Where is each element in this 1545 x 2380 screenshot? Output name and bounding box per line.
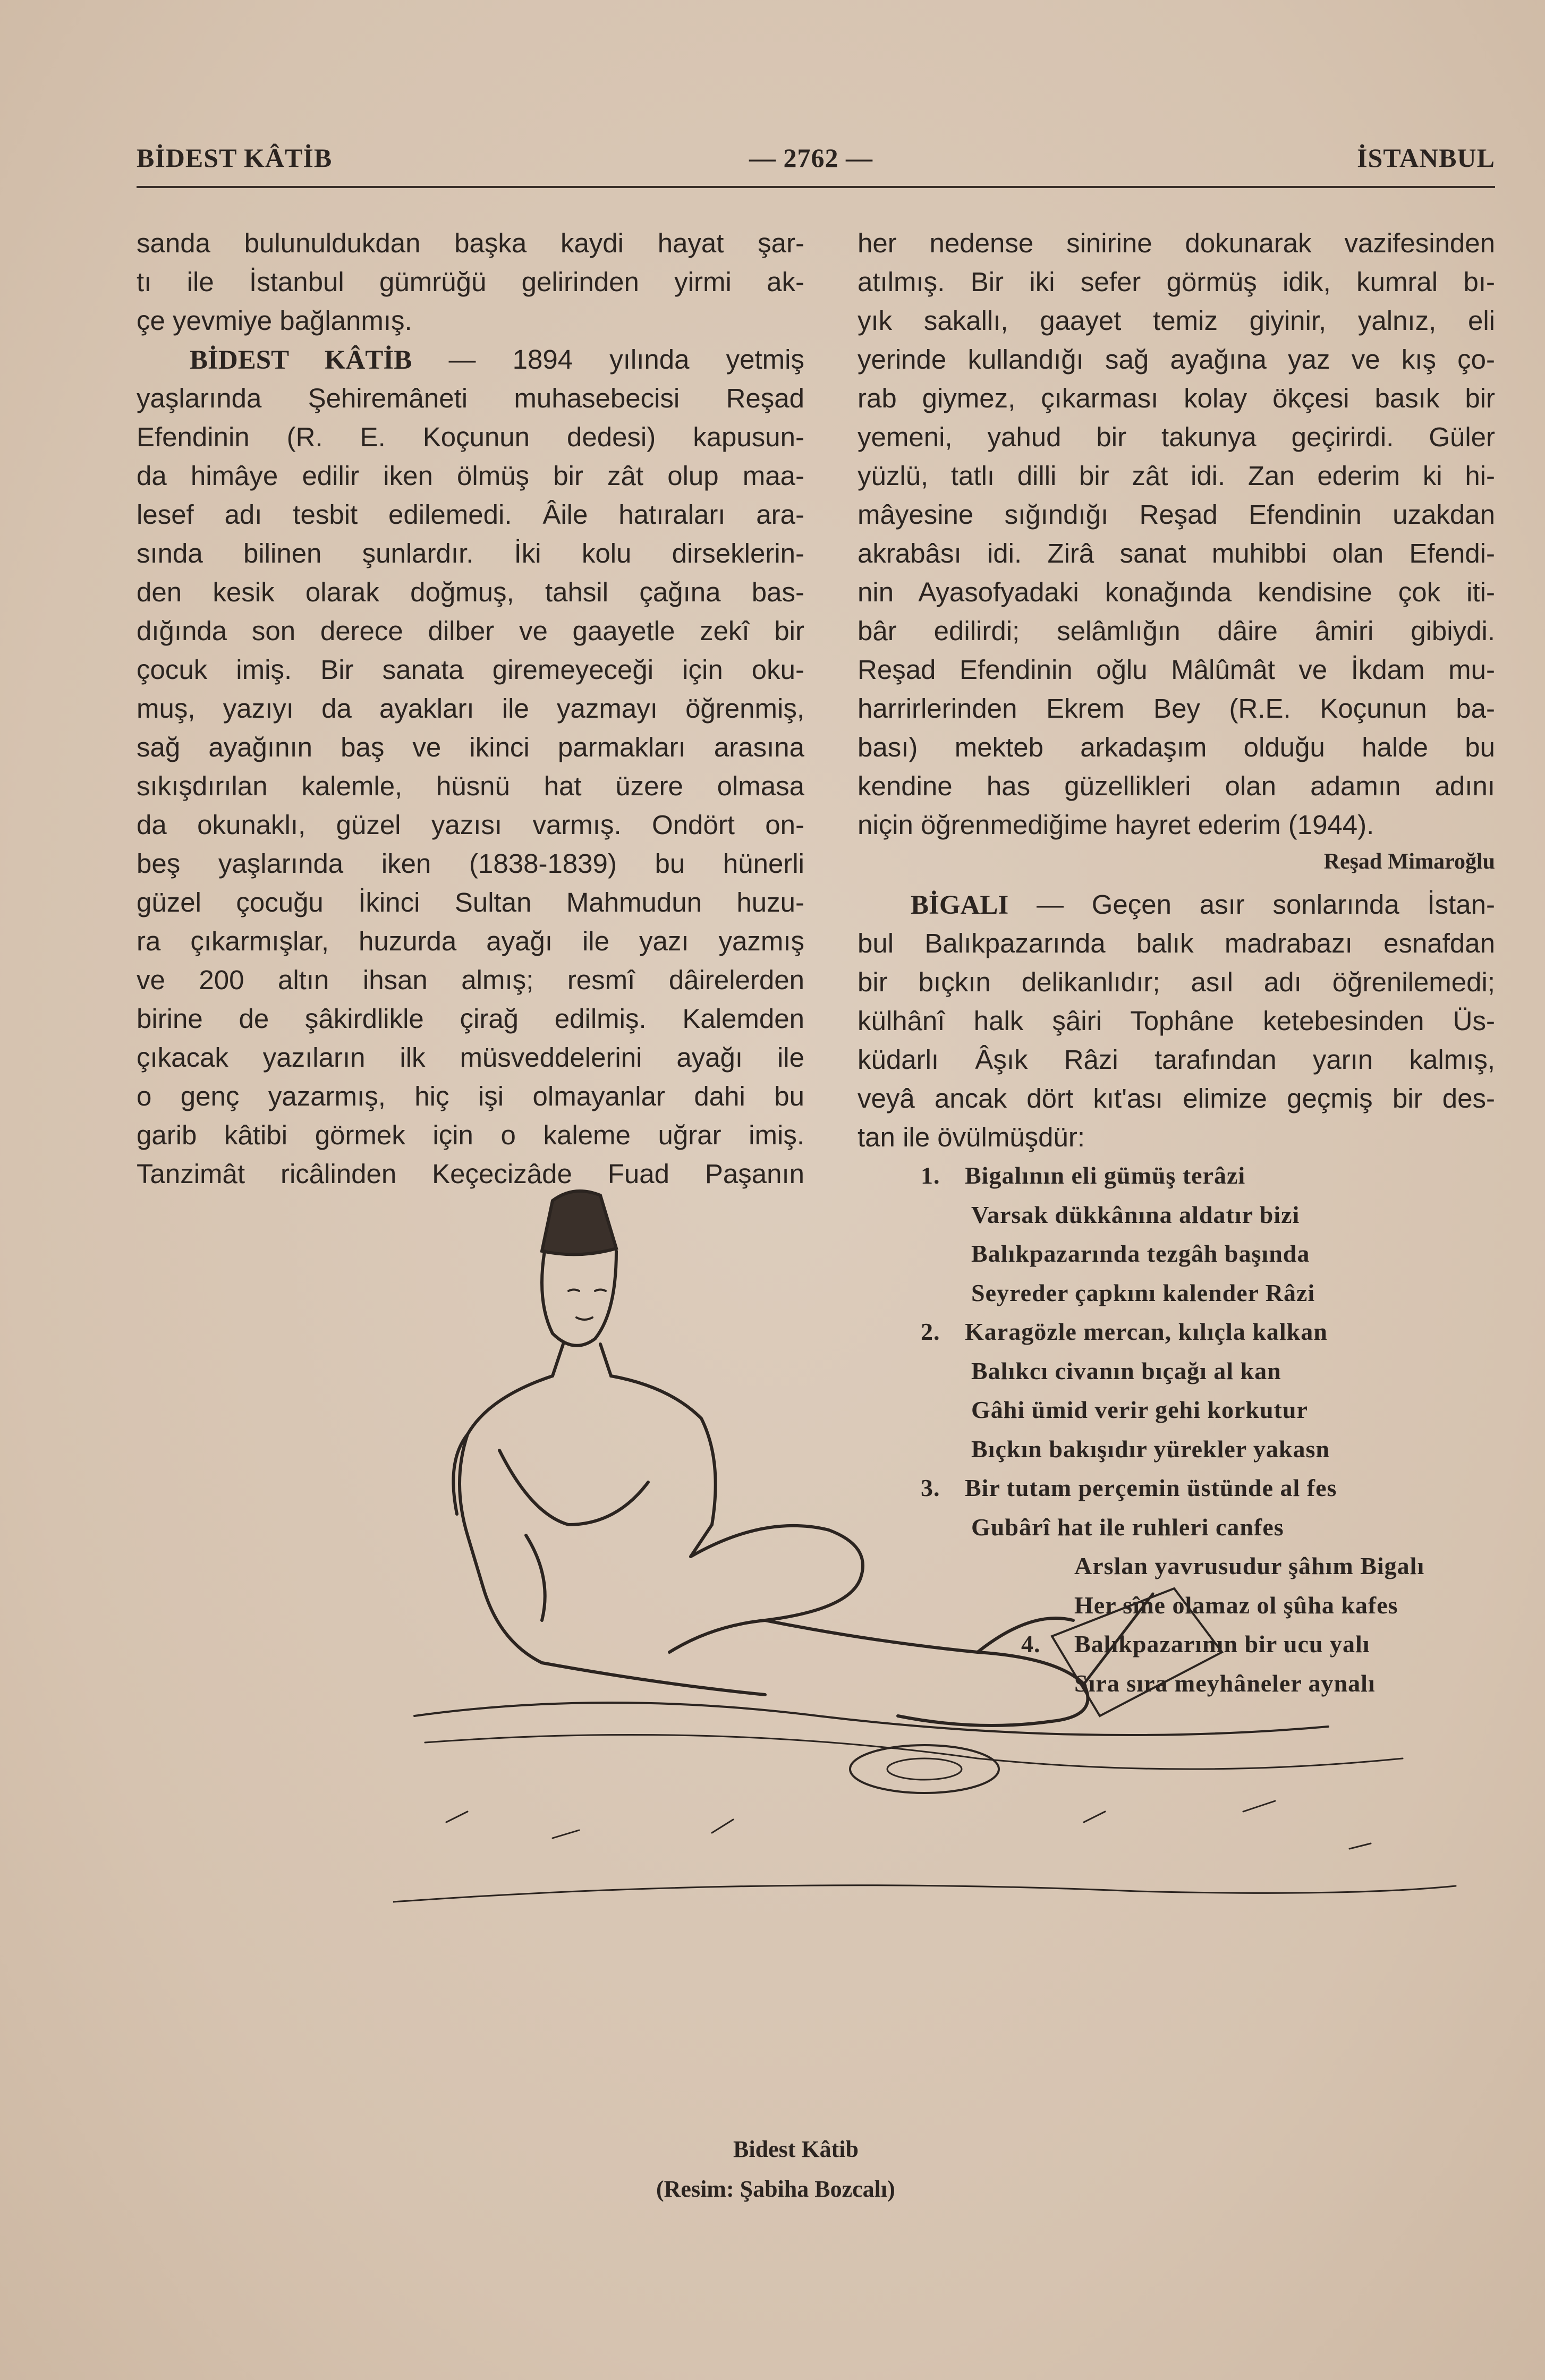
- text-line: [858, 1044, 1495, 1076]
- text-line: [858, 382, 1495, 414]
- text-line: [137, 615, 804, 647]
- line-text: güzel çocuğu İkinci Sultan Mahmudun huzu-: [137, 887, 804, 917]
- poem-line: Varsak dükkânına aldatır bizi: [971, 1201, 1300, 1228]
- poem-line: Balıkcı civanın bıçağı al kan: [971, 1357, 1281, 1384]
- poem-line: Balıkpazarında tezgâh başında: [971, 1240, 1310, 1267]
- line-text: den kesik olarak doğmuş, tahsil çağına bas-: [137, 577, 804, 607]
- text-line: [858, 460, 1495, 492]
- line-text: bâr edilirdi; selâmlığın dâire âmiri gibiydi.: [858, 616, 1495, 646]
- line-text: tan ile övülmüşdür:: [858, 1122, 1085, 1152]
- line-text: bir bıçkın delikanlıdır; asıl adı öğrenilemedi;: [858, 967, 1495, 997]
- line-text: — 1894 yılında yetmiş: [412, 344, 804, 375]
- poem-line: Sıra sıra meyhâneler aynalı: [1074, 1669, 1376, 1697]
- text-line: [137, 1042, 804, 1074]
- line-text: yüzlü, tatlı dilli bir zât idi. Zan ederim ki hi-: [858, 461, 1495, 491]
- line-text: tı ile İstanbul gümrüğü gelirinden yirmi ak-: [137, 267, 804, 297]
- text-line: [137, 693, 804, 725]
- text-line: [137, 654, 804, 686]
- line-text: dığında son derece dilber ve gaayetle zekî bir: [137, 616, 804, 646]
- line-text: külhânî halk şâiri Tophâne ketebesinden Üs-: [858, 1006, 1495, 1036]
- text-line: [858, 928, 1495, 959]
- text-line: [137, 1003, 804, 1035]
- line-text: yık sakallı, gaayet temiz giyinir, yalnız, eli: [858, 305, 1495, 336]
- text-line: [137, 538, 804, 570]
- text-line: [858, 538, 1495, 570]
- text-line: [911, 889, 1495, 921]
- text-line: [137, 732, 804, 763]
- line-text: kendine has güzellikleri olan adamın adını: [858, 771, 1495, 801]
- line-text: yerinde kullandığı sağ ayağına yaz ve kış ço-: [858, 344, 1495, 375]
- line-text: ve 200 altın ihsan almış; resmî dâirelerden: [137, 965, 804, 995]
- line-text: beş yaşlarında iken (1838-1839) bu hünerli: [137, 848, 804, 879]
- text-line: [858, 809, 1495, 841]
- line-text: birine de şâkirdlikle çirağ edilmiş. Kalemden: [137, 1004, 804, 1034]
- text-line: [858, 499, 1495, 531]
- fez-shape: [542, 1191, 616, 1254]
- line-text: Tanzimât ricâlinden Keçecizâde Fuad Paşanın: [137, 1159, 804, 1189]
- poem-line: Gâhi ümid verir gehi korkutur: [971, 1396, 1308, 1423]
- text-line: [137, 848, 804, 880]
- text-line: [858, 305, 1495, 337]
- line-text: bul Balıkpazarında balık madrabazı esnafdan: [858, 928, 1495, 958]
- text-line: [137, 1081, 804, 1112]
- line-text: sağ ayağının baş ve ikinci parmakları arasına: [137, 732, 804, 762]
- illustration-caption-title: Bidest Kâtib: [733, 2136, 859, 2162]
- running-head-left: BİDEST KÂTİB: [137, 143, 333, 173]
- text-line: [137, 887, 804, 919]
- text-line: [858, 966, 1495, 998]
- entry-heading: BİGALI: [911, 890, 1009, 920]
- line-text: harrirlerinden Ekrem Bey (R.E. Koçunun ba-: [858, 693, 1495, 724]
- text-line: [858, 1083, 1495, 1115]
- line-text: akrabâsı idi. Zirâ sanat muhibbi olan Efendi-: [858, 538, 1495, 568]
- text-line: [137, 460, 804, 492]
- line-text: sında bilinen şunlardır. İki kolu dirseklerin-: [137, 538, 804, 568]
- line-text: muş, yazıyı da ayakları ile yazmayı öğrenmiş,: [137, 693, 804, 724]
- line-text: sanda bulunuldukdan başka kaydi hayat şar-: [137, 228, 804, 258]
- text-line: [858, 1005, 1495, 1037]
- entry-heading: BİDEST KÂTİB: [190, 345, 412, 375]
- text-line: [137, 925, 804, 957]
- poem-line: Bigalının eli gümüş terâzi: [965, 1162, 1246, 1189]
- poem-line: Her sîne olamaz ol şûha kafes: [1074, 1591, 1398, 1619]
- text-line: [137, 227, 804, 259]
- text-line: [137, 809, 804, 841]
- text-line: [858, 576, 1495, 608]
- stanza-number: 4.: [1021, 1630, 1041, 1658]
- text-line: [137, 421, 804, 453]
- text-line: [137, 305, 804, 337]
- text-line: [858, 654, 1495, 686]
- text-line: [858, 615, 1495, 647]
- line-text: atılmış. Bir iki sefer görmüş idik, kumral bı-: [858, 267, 1495, 297]
- running-head-right: İSTANBUL: [1357, 143, 1495, 173]
- line-text: nin Ayasofyadaki konağında kendisine çok iti-: [858, 577, 1495, 607]
- illustration-caption-credit: (Resim: Şabiha Bozcalı): [656, 2176, 895, 2202]
- poem-line: Seyreder çapkını kalender Râzi: [971, 1279, 1315, 1306]
- page-number: — 2762 —: [749, 143, 873, 173]
- line-text: yemeni, yahud bir takunya geçirirdi. Güler: [858, 422, 1495, 452]
- line-text: Efendinin (R. E. Koçunun dedesi) kapusun-: [137, 422, 804, 452]
- text-line: [858, 266, 1495, 298]
- text-line: [858, 227, 1495, 259]
- text-line: [858, 693, 1495, 725]
- line-text: bası) mekteb arkadaşım olduğu halde bu: [858, 732, 1495, 762]
- line-text: lesef adı tesbit edilemedi. Âile hatıraları ara-: [137, 499, 804, 530]
- text-line: [190, 344, 804, 376]
- line-text: o genç yazarmış, hiç işi olmayanlar dahi bu: [137, 1081, 804, 1111]
- line-text: garib kâtibi görmek için o kaleme uğrar imiş.: [137, 1120, 804, 1150]
- line-text: Reşad Efendinin oğlu Mâlûmât ve İkdam mu-: [858, 654, 1495, 685]
- text-line: [858, 344, 1495, 376]
- line-text: küdarlı Âşık Râzi tarafından yarın kalmış,: [858, 1044, 1495, 1075]
- poem-line: Balıkpazarının bir ucu yalı: [1074, 1630, 1370, 1658]
- line-text: veyâ ancak dört kıt'ası elimize geçmiş bir des-: [858, 1083, 1495, 1114]
- line-text: çıkacak yazıların ilk müsveddelerini ayağı ile: [137, 1042, 804, 1073]
- poem-line: Arslan yavrusudur şâhım Bigalı: [1074, 1552, 1425, 1579]
- text-line: [137, 576, 804, 608]
- line-text: rab giymez, çıkarması kolay ökçesi basık bir: [858, 383, 1495, 413]
- text-line: [137, 382, 804, 414]
- text-line: [137, 499, 804, 531]
- line-text: çe yevmiye bağlanmış.: [137, 305, 412, 336]
- text-line: [858, 421, 1495, 453]
- poem-line: Karagözle mercan, kılıçla kalkan: [965, 1318, 1328, 1345]
- poem-line: Bıçkın bakışıdır yürekler yakasn: [971, 1435, 1330, 1463]
- header-rule: [137, 186, 1495, 188]
- line-text: da okunaklı, güzel yazısı varmış. Ondört on-: [137, 810, 804, 840]
- text-line: [137, 266, 804, 298]
- line-text: mâyesine sığındığı Reşad Efendinin uzakdan: [858, 499, 1495, 530]
- stanza-number: 1.: [921, 1162, 940, 1189]
- stanza-number: 3.: [921, 1474, 940, 1501]
- author-signature: Reşad Mimaroğlu: [1323, 849, 1495, 874]
- text-line: [137, 1119, 804, 1151]
- text-line: [858, 770, 1495, 802]
- poem-line: Gubârî hat ile ruhleri canfes: [971, 1513, 1284, 1541]
- line-text: ra çıkarmışlar, huzurda ayağı ile yazı yazmış: [137, 926, 804, 956]
- line-text: niçin öğrenmediğime hayret ederim (1944).: [858, 810, 1374, 840]
- line-text: da himâye edilir iken ölmüş bir zât olup maa-: [137, 461, 804, 491]
- text-line: [137, 770, 804, 802]
- line-text: sıkışdırılan kalemle, hüsnü hat üzere olmasa: [137, 771, 804, 801]
- stanza-number: 2.: [921, 1318, 940, 1345]
- text-line: [858, 1121, 1495, 1153]
- line-text: çocuk imiş. Bir sanata giremeyeceği için oku-: [137, 654, 804, 685]
- text-line: [858, 732, 1495, 763]
- line-text: her nedense sinirine dokunarak vazifesinden: [858, 228, 1495, 258]
- text-line: [137, 964, 804, 996]
- bidest-katib-illustration: [393, 1185, 1509, 2130]
- line-text: — Geçen asır sonlarında İstan-: [1008, 889, 1495, 920]
- line-text: yaşlarında Şehiremâneti muhasebecisi Reşad: [137, 383, 804, 413]
- poem-line: Bir tutam perçemin üstünde al fes: [965, 1474, 1337, 1501]
